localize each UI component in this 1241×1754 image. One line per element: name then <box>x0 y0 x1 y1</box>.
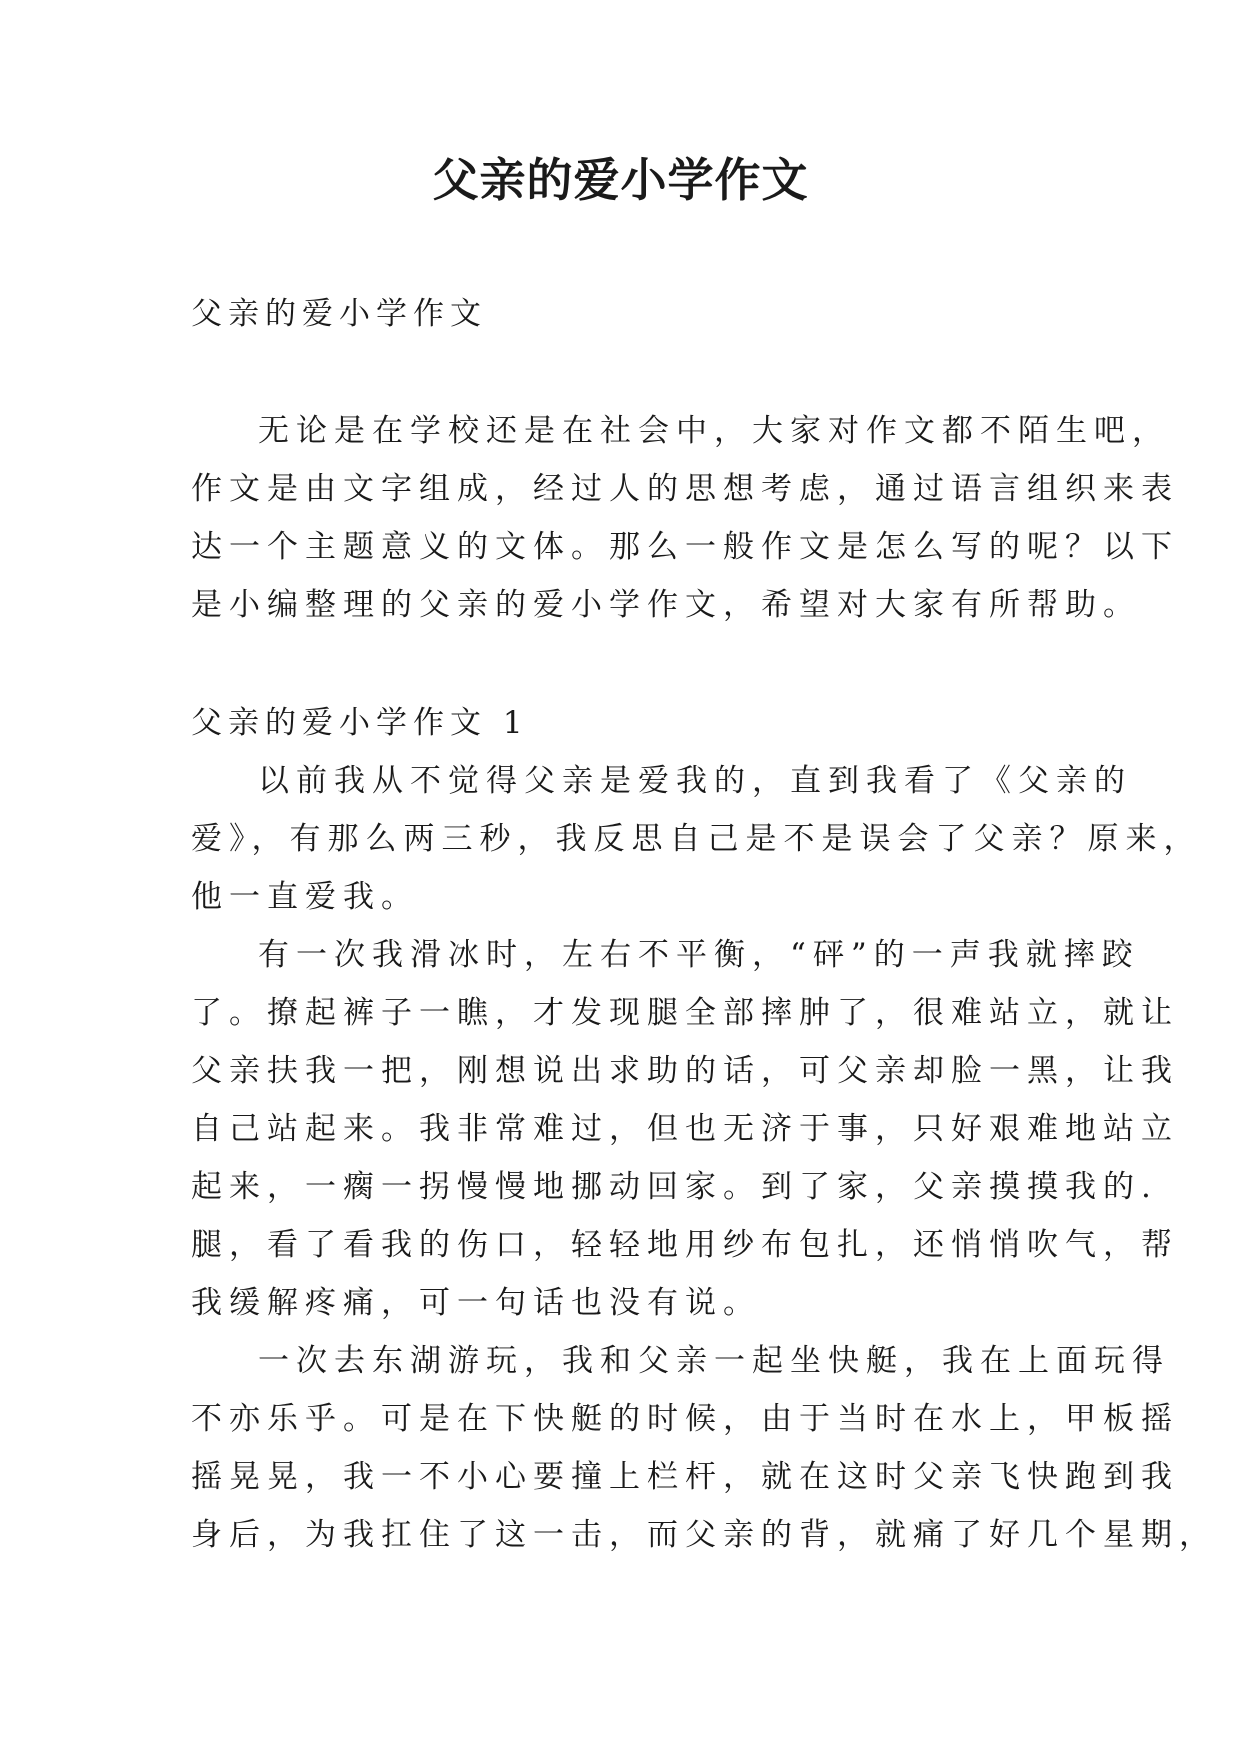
paragraph-2-line: 腿，看了看我的伤口，轻轻地用纱布包扎，还悄悄吹气，帮 <box>191 1227 1179 1263</box>
intro-line: 作文是由文字组成，经过人的思想考虑，通过语言组织来表 <box>191 471 1179 507</box>
document-title: 父亲的爱小学作文 <box>432 153 809 207</box>
paragraph-1-line: 爱》，有那么两三秒，我反思自己是不是误会了父亲？原来， <box>191 821 1202 857</box>
paragraph-3-line: 身后，为我扛住了这一击，而父亲的背，就痛了好几个星期， <box>191 1517 1217 1553</box>
paragraph-2-line: 了。撩起裤子一瞧，才发现腿全部摔肿了，很难站立，就让 <box>191 995 1179 1031</box>
intro-line: 是小编整理的父亲的爱小学作文，希望对大家有所帮助。 <box>191 587 1141 623</box>
paragraph-1-line: 以前我从不觉得父亲是爱我的，直到我看了《父亲的 <box>258 763 1132 799</box>
paragraph-2-line: 起来，一瘸一拐慢慢地挪动回家。到了家，父亲摸摸我的. <box>191 1169 1158 1205</box>
intro-line: 达一个主题意义的文体。那么一般作文是怎么写的呢？以下 <box>191 529 1179 565</box>
paragraph-2-line: 我缓解疼痛，可一句话也没有说。 <box>191 1285 761 1321</box>
paragraph-1-line: 他一直爱我。 <box>191 879 419 915</box>
essay-heading: 父亲的爱小学作文 1 <box>191 705 529 741</box>
paragraph-2-line: 有一次我滑冰时，左右不平衡，“砰”的一声我就摔跤 <box>258 937 1140 973</box>
document-subtitle: 父亲的爱小学作文 <box>191 296 487 332</box>
paragraph-2-line: 父亲扶我一把，刚想说出求助的话，可父亲却脸一黑，让我 <box>191 1053 1179 1089</box>
paragraph-3-line: 不亦乐乎。可是在下快艇的时候，由于当时在水上，甲板摇 <box>191 1401 1179 1437</box>
intro-line: 无论是在学校还是在社会中，大家对作文都不陌生吧， <box>258 413 1170 449</box>
paragraph-3-line: 一次去东湖游玩，我和父亲一起坐快艇，我在上面玩得 <box>258 1343 1170 1379</box>
paragraph-3-line: 摇晃晃，我一不小心要撞上栏杆，就在这时父亲飞快跑到我 <box>191 1459 1179 1495</box>
paragraph-2-line: 自己站起来。我非常难过，但也无济于事，只好艰难地站立 <box>191 1111 1179 1147</box>
